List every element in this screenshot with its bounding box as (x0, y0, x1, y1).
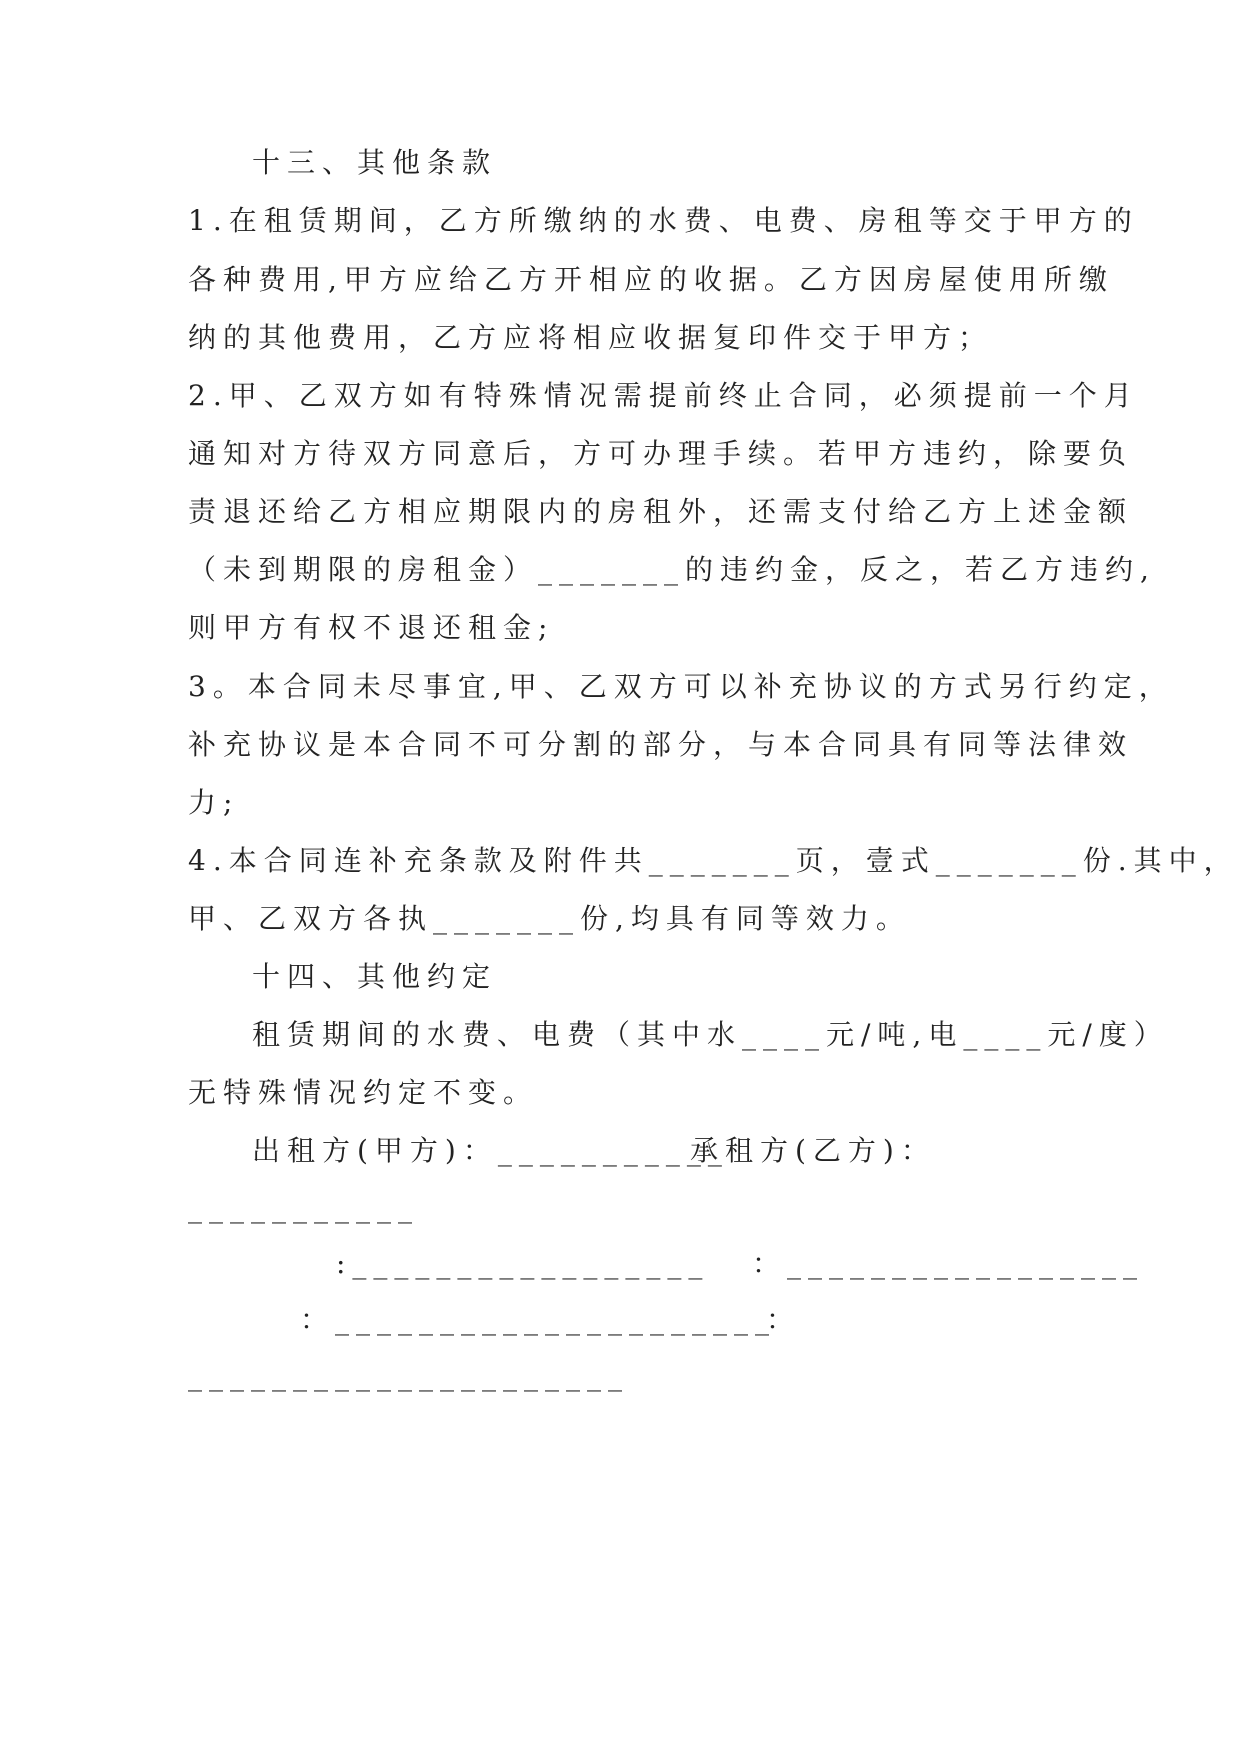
clause2-line1: 2.甲、乙双方如有特殊情况需提前终止合同，必须提前一个月 (188, 379, 1139, 412)
clause1-line2: 各种费用,甲方应给乙方开相应的收据。乙方因房屋使用所缴 (188, 263, 1114, 296)
clause2-line4: （未到期限的房租金）_______的违约金，反之，若乙方违约, (188, 553, 1156, 586)
clause3-line2: 补充协议是本合同不可分割的部分，与本合同具有同等法律效 (188, 728, 1134, 761)
signature-row2-left: :_________________ (336, 1247, 710, 1280)
lessee-label: 承租方(乙方)： (690, 1134, 936, 1167)
lessor-signature-line: 出租方(甲方)：___________ (252, 1134, 729, 1167)
clause2-line5: 则甲方有权不退还租金; (188, 611, 555, 644)
clause3-line3: 力; (188, 786, 240, 819)
clause2-line3: 责退还给乙方相应期限内的房租外，还需支付给乙方上述金额 (188, 495, 1134, 528)
lessee-signature-blank: ___________ (188, 1191, 419, 1224)
section14-body-line2: 无特殊情况约定不变。 (188, 1076, 539, 1109)
section14-body-line1: 租赁期间的水费、电费（其中水____元/吨,电____元/度） (252, 1018, 1169, 1051)
clause4-line2: 甲、乙双方各执_______份,均具有同等效力。 (188, 902, 911, 935)
clause2-line2: 通知对方待双方同意后，方可办理手续。若甲方违约，除要负 (188, 437, 1134, 470)
signature-row4-blank: _____________________ (188, 1359, 629, 1392)
clause4-line1: 4.本合同连补充条款及附件共_______页，壹式_______份.其中， (188, 844, 1239, 877)
section13-heading: 十三、其他条款 (252, 146, 498, 179)
section14-heading: 十四、其他约定 (252, 960, 498, 993)
clause1-line1: 1.在租赁期间，乙方所缴纳的水费、电费、房租等交于甲方的 (188, 204, 1139, 237)
signature-row3-left: ：_____________________ (300, 1303, 777, 1336)
clause3-line1: 3。本合同未尽事宜,甲、乙双方可以补充协议的方式另行约定， (188, 670, 1174, 703)
signature-row2-right: ：_________________ (752, 1247, 1145, 1280)
signature-row3-right: ： (766, 1303, 802, 1336)
clause1-line3: 纳的其他费用，乙方应将相应收据复印件交于甲方； (188, 321, 994, 354)
